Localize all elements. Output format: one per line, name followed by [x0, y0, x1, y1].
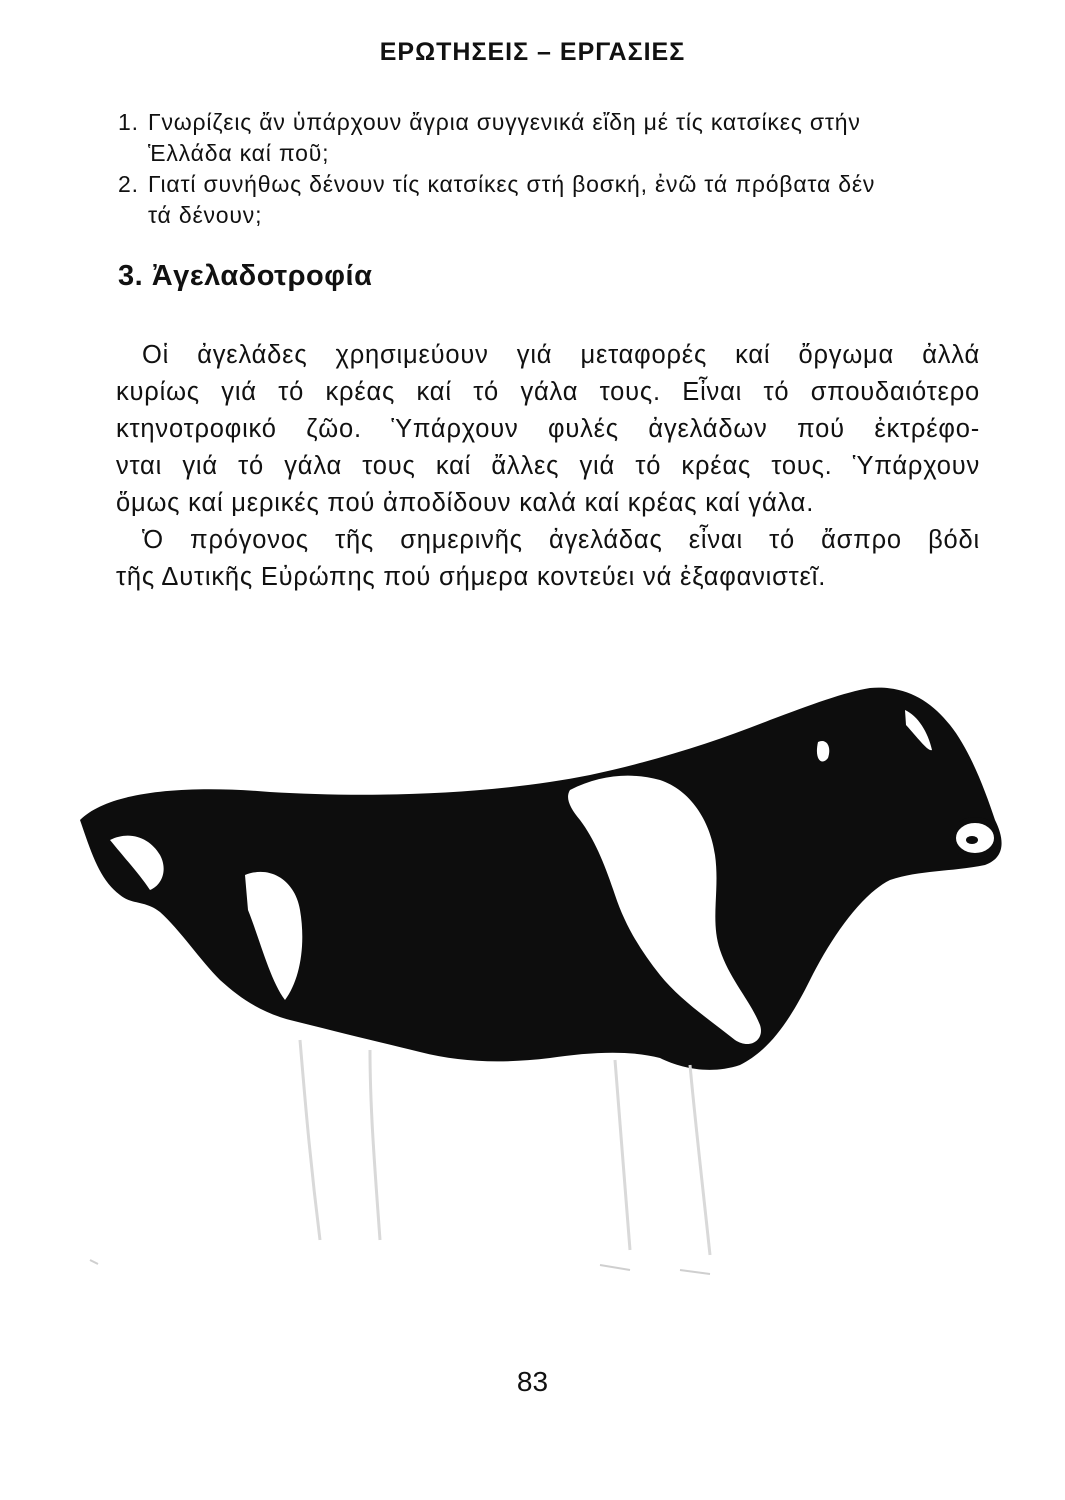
section-title: 3. Ἀγελαδοτροφία	[118, 260, 373, 292]
paragraph-line: τῆς Δυτικῆς Εὐρώπης πού σήμερα κοντεύει νά ἐξαφανιστεῖ.	[116, 563, 827, 591]
cow-ground-marks	[90, 1260, 710, 1274]
body-paragraph	[116, 337, 980, 596]
page-number: 83	[516, 1366, 549, 1397]
question-item	[118, 107, 998, 169]
questions-list	[118, 107, 998, 231]
cow-photo-icon	[70, 680, 1020, 1320]
cow-body-shape	[80, 688, 1002, 1070]
cow-legs-faint	[300, 1040, 710, 1255]
question-item	[118, 169, 998, 231]
question-text-line: Γιατί συνήθως δένουν τίς κατσίκες στή βοσκή, ἐνῶ τά πρόβατα δέν	[148, 171, 876, 197]
question-text-line: Ἑλλάδα καί ποῦ;	[148, 140, 330, 166]
paragraph-line: νται γιά τό γάλα τους καί ἄλλες γιά τό κρέας τους. Ὑπάρχουν	[116, 452, 980, 480]
paragraph-line: κτηνοτροφικό ζῶο. Ὑπάρχουν φυλές ἀγελάδων πού ἐκτρέφο-	[116, 415, 980, 443]
cow-nostril	[966, 836, 978, 844]
question-number: 1.	[118, 109, 139, 135]
page-heading: ΕΡΩΤΗΣΕΙΣ – ΕΡΓΑΣΙΕΣ	[379, 38, 686, 66]
cow-ear-highlight	[817, 741, 829, 762]
paragraph-line: κυρίως γιά τό κρέας καί τό γάλα τους. Εἶναι τό σπουδαιότερο	[116, 378, 980, 406]
paragraph-line: Ὁ πρόγονος τῆς σημερινῆς ἀγελάδας εἶναι τό ἄσπρο βόδι	[142, 526, 980, 554]
question-number: 2.	[118, 171, 139, 197]
question-text-line: τά δένουν;	[148, 202, 263, 228]
paragraph-line: Οἱ ἀγελάδες χρησιμεύουν γιά μεταφορές καί ὄργωμα ἀλλά	[142, 341, 980, 369]
paragraph-line: ὅμως καί μερικές πού ἀποδίδουν καλά καί κρέας καί γάλα.	[116, 489, 815, 517]
question-text-line: Γνωρίζεις ἄν ὑπάρχουν ἄγρια συγγενικά εἴδη μέ τίς κατσίκες στήν	[148, 109, 861, 135]
